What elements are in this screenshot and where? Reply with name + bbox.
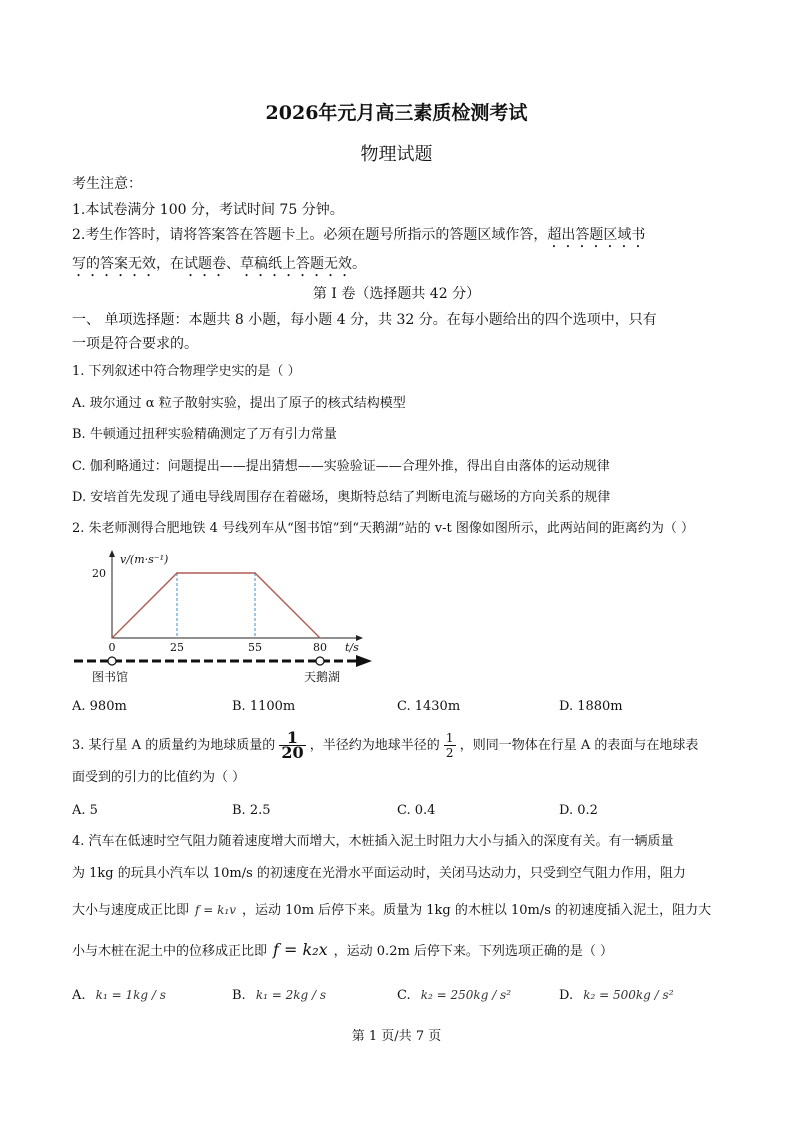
station-start-marker	[108, 657, 116, 665]
q2-option-a: A. 980m	[72, 699, 127, 714]
q2-option-c: C. 1430m	[397, 699, 461, 714]
x-axis-label: t/s	[345, 641, 359, 654]
page-subtitle: 物理试题	[360, 144, 433, 165]
x-tick-label: 80	[313, 641, 327, 654]
q4-option-a: A. k₁ = 1kg / s	[72, 988, 166, 1003]
section-intro-2: 一项是符合要求的。	[72, 336, 198, 352]
q1-option-c: C. 伽利略通过：问题提出——提出猜想——实验验证——合理外推，得出自由落体的运动规律	[72, 459, 610, 474]
data-point	[111, 637, 113, 639]
y-tick-label: 20	[92, 567, 106, 580]
section-intro-1: 一、 单项选择题：本题共 8 小题，每小题 4 分，共 32 分。在每小题给出的四个选项中，只有	[72, 312, 657, 328]
page-number: 第 1 页/共 7 页	[351, 1029, 442, 1044]
q3-option-c: C. 0.4	[397, 803, 436, 818]
station-end-label: 天鹅湖	[303, 670, 341, 684]
q1-option-b: B. 牛顿通过扭秤实验精确测定了万有引力常量	[72, 427, 337, 442]
data-point	[254, 572, 256, 574]
q3-stem-line1: 3. 某行星 A 的质量约为地球质量的 $\frac{1}{20}$ ，半径约为地球半径的 $\frac{1}{2}$ ，则同一物体在行星 A 的表面与在地球表	[72, 728, 699, 762]
station-start-label: 图书馆	[91, 670, 129, 684]
page-title: 2026年元月高三素质检测考试	[265, 102, 528, 124]
q2-option-b: B. 1100m	[232, 699, 296, 714]
formula-f-k1v: f = k₁v	[195, 903, 237, 917]
q1-option-a: A. 玻尔通过 α 粒子散射实验，提出了原子的核式结构模型	[72, 396, 406, 411]
section-title: 第 I 卷（选择题共 42 分）	[312, 286, 481, 302]
velocity-line	[112, 573, 320, 638]
q4-option-c: C. k₂ = 250kg / s²	[397, 988, 512, 1003]
track-arrow	[356, 655, 372, 667]
q3-option-b: B. 2.5	[232, 803, 271, 818]
notice-item-1: 1.本试卷满分 100 分，考试时间 75 分钟。	[72, 202, 344, 218]
q4-line-2: 为 1kg 的玩具小汽车以 10m/s 的初速度在光滑水平面运动时，关闭马达动力，只受到空气阻力作用，阻力	[72, 866, 686, 881]
x-tick-label: 25	[170, 641, 184, 654]
q2-stem: 2. 朱老师测得合肥地铁 4 号线列车从“图书馆”到“天鹅湖”站的 v-t 图像如图所示，此两站间的距离约为（ ）	[72, 521, 695, 536]
data-point	[319, 637, 321, 639]
data-point	[176, 572, 178, 574]
formula-f-k2x: f = k₂x	[273, 940, 328, 959]
fraction-1-20: $\frac{1}{20}$	[281, 728, 304, 762]
y-axis-label: v/(m·s⁻¹)	[120, 553, 169, 566]
x-tick-label: 0	[108, 641, 116, 654]
q4-option-b: B. k₁ = 2kg / s	[232, 988, 327, 1003]
fraction-1-2: $\frac{1}{2}$	[445, 731, 454, 760]
q4-line-3: 大小与速度成正比即 f = k₁v ，运动 10m 后停下来。质量为 1kg 的木桩以 10m/s 的初速度插入泥土，阻力大	[72, 903, 712, 918]
x-tick-label: 55	[248, 641, 262, 654]
q3-option-d: D. 0.2	[559, 803, 598, 818]
q2-option-d: D. 1880m	[559, 699, 623, 714]
notice-heading: 考生注意：	[72, 176, 142, 192]
q3-stem-line2: 面受到的引力的比值约为（ ）	[72, 770, 246, 785]
q3-option-a: A. 5	[72, 803, 98, 818]
q1-stem: 1. 下列叙述中符合物理学史实的是（ ）	[72, 364, 301, 379]
q4-line-4: 小与木桩在泥土中的位移成正比即 f = k₂x ，运动 0.2m 后停下来。下列选项正确的是（ ）	[72, 940, 614, 959]
q4-line-1: 4. 汽车在低速时空气阻力随着速度增大而增大，木桩插入泥土时阻力大小与插入的深度有关。有一辆质量	[72, 834, 674, 849]
station-end-marker	[316, 657, 324, 665]
q1-option-d: D. 安培首先发现了通电导线周围存在着磁场，奥斯特总结了判断电流与磁场的方向关系的规律	[72, 490, 611, 505]
notice-item-2-cont: 写的答案无效，在试题卷、草稿纸上答题无效。	[72, 256, 366, 272]
q4-option-d: D. k₂ = 500kg / s²	[559, 988, 674, 1003]
vt-chart	[70, 545, 390, 690]
notice-item-2: 2.考生作答时，请将答案答在答题卡上。必须在题号所指示的答题区域作答，超出答题区域书	[72, 227, 646, 243]
